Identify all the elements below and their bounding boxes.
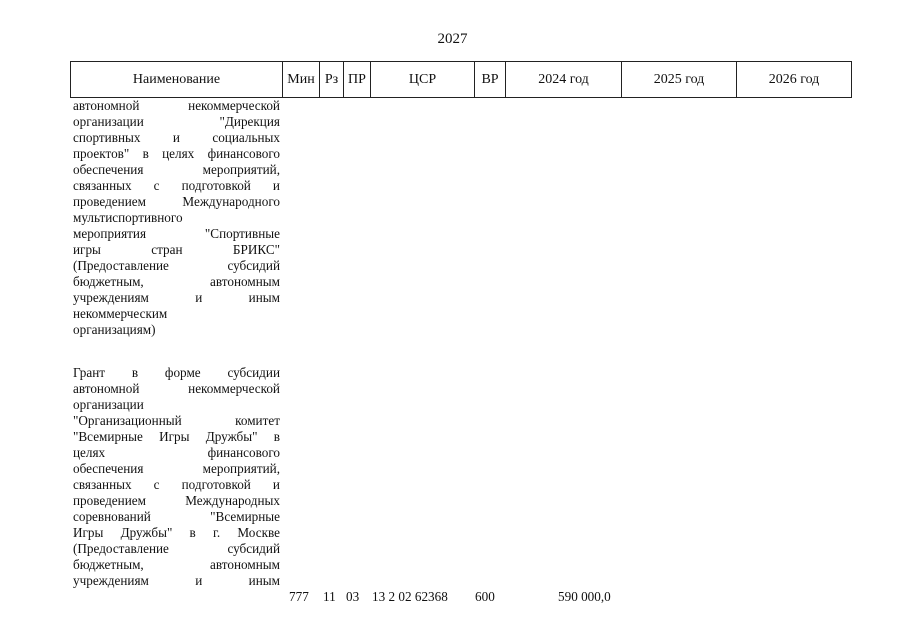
row-2-min: 777 (289, 589, 309, 604)
name-line: игры стран БРИКС" (73, 242, 280, 257)
column-header-pr: ПР (344, 62, 371, 98)
table-header (70, 61, 852, 98)
name-line: "Всемирные Игры Дружбы" в (73, 429, 280, 444)
name-line: связанных с подготовкой и (73, 477, 280, 492)
name-line: учреждениям и иным (73, 290, 280, 305)
name-line: обеспечения мероприятий, (73, 162, 280, 177)
name-line: проведением Международных (73, 493, 280, 508)
column-header-min: Мин (283, 62, 320, 98)
column-header-csr: ЦСР (371, 62, 475, 98)
row-2-csr: 13 2 02 62368 (372, 589, 448, 604)
name-line: некоммерческим (73, 306, 168, 321)
name-line: обеспечения мероприятий, (73, 461, 280, 476)
name-line: Грант в форме субсидии (73, 365, 280, 380)
name-line: проектов" в целях финансового (73, 146, 280, 161)
name-line: организации (73, 397, 144, 412)
row-2-pr: 03 (346, 589, 360, 604)
column-header-name: Наименование (71, 62, 283, 98)
name-line: бюджетным, автономным (73, 557, 280, 572)
column-header-2024: 2024 год (506, 62, 622, 98)
row-2-rz: 11 (323, 589, 336, 604)
name-line: (Предоставление субсидий (73, 258, 280, 273)
name-line: связанных с подготовкой и (73, 178, 280, 193)
row-2-name (73, 365, 280, 589)
column-header-2025: 2025 год (622, 62, 737, 98)
name-line: целях финансового (73, 445, 280, 460)
name-line: автономной некоммерческой (73, 98, 280, 113)
row-1-name (73, 98, 280, 338)
name-line: организациям) (73, 322, 156, 337)
name-line: "Организационный комитет (73, 413, 280, 428)
column-header-rz: Рз (320, 62, 344, 98)
name-line: мультиспортивного (73, 210, 183, 225)
name-line: проведением Международного (73, 194, 280, 209)
name-line: организации "Дирекция (73, 114, 280, 129)
name-line: автономной некоммерческой (73, 381, 280, 396)
column-header-vr: ВР (475, 62, 506, 98)
column-header-2026: 2026 год (737, 62, 852, 98)
name-line: мероприятия "Спортивные (73, 226, 280, 241)
name-line: спортивных и социальных (73, 130, 280, 145)
row-2-2024: 590 000,0 (558, 589, 611, 604)
name-line: Игры Дружбы" в г. Москве (73, 525, 280, 540)
name-line: бюджетным, автономным (73, 274, 280, 289)
name-line: (Предоставление субсидий (73, 541, 280, 556)
row-2-vr: 600 (475, 589, 495, 604)
name-line: соревнований "Всемирные (73, 509, 280, 524)
name-line: учреждениям и иным (73, 573, 280, 588)
page-number: 2027 (437, 31, 468, 47)
